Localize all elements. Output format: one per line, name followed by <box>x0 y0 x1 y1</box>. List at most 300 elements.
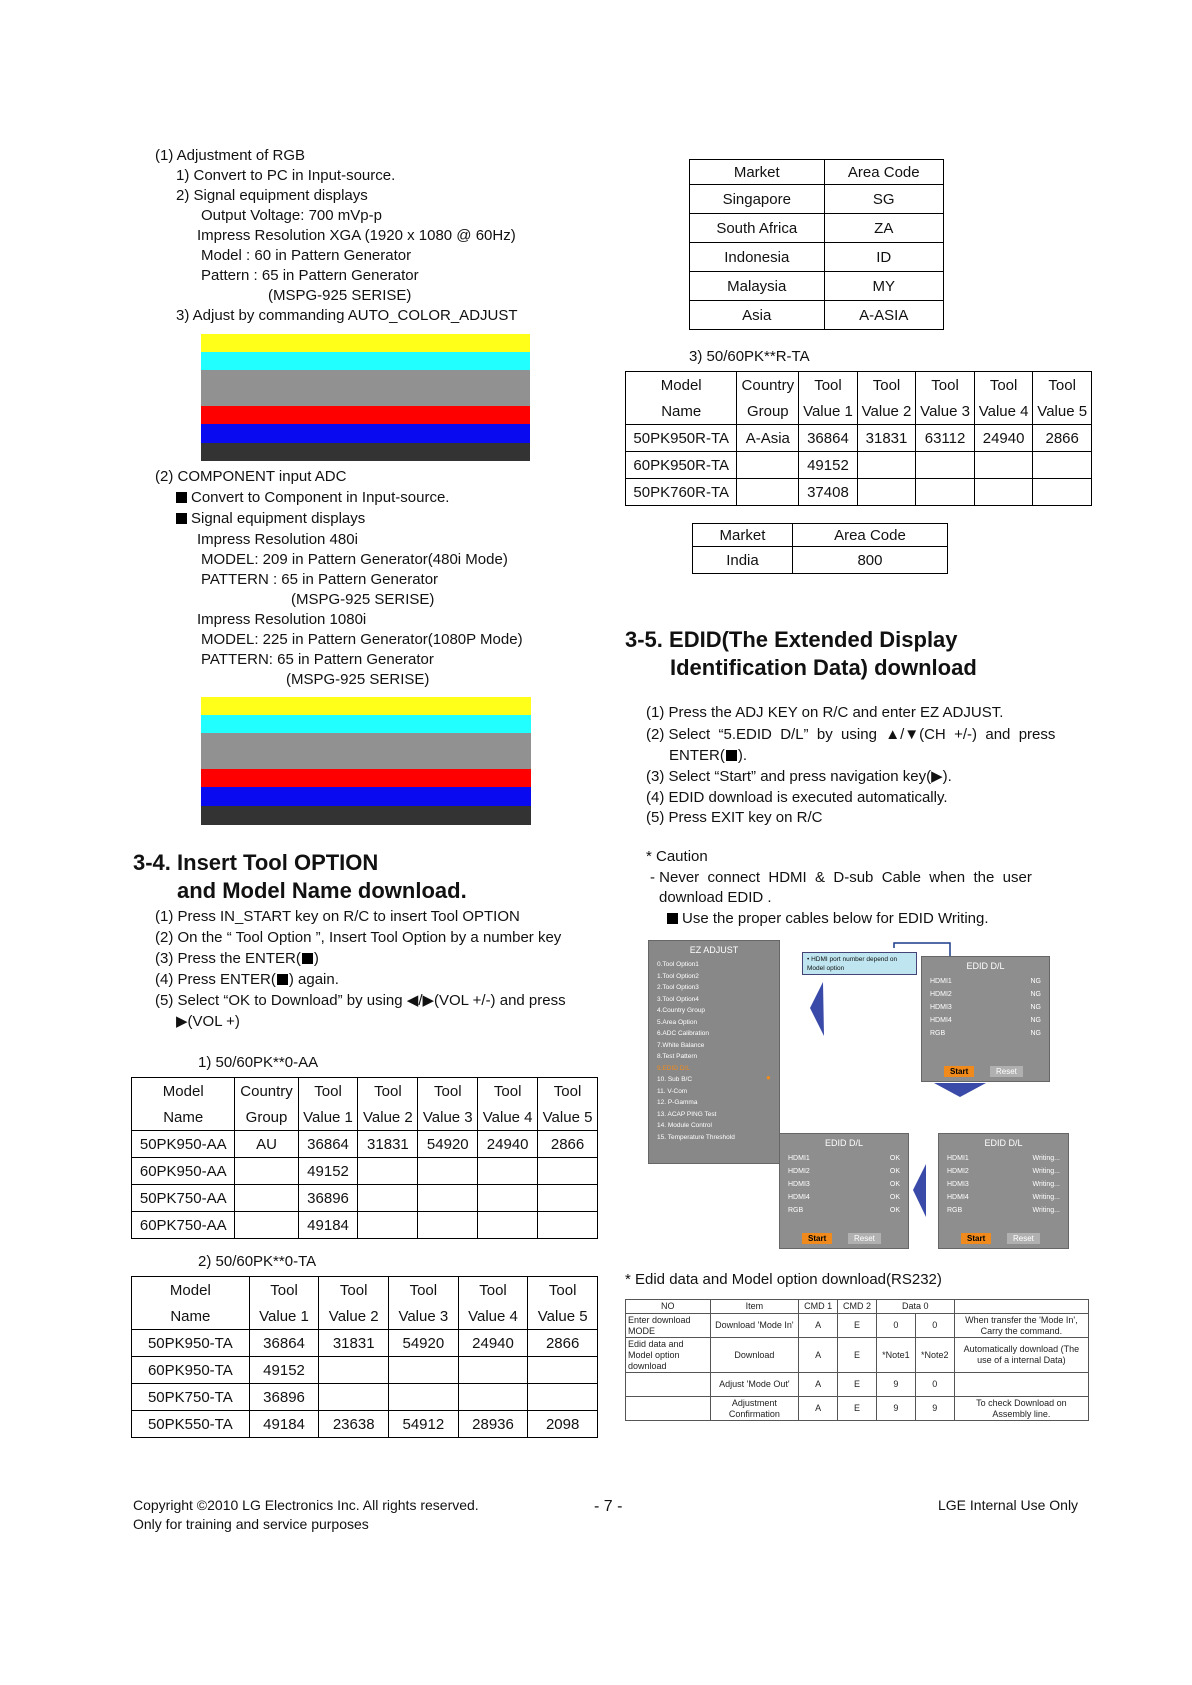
table-cell: Edid data and Model option download <box>626 1338 711 1373</box>
table-cell: ZA <box>824 214 943 243</box>
table-cell: Value 4 <box>478 1104 538 1131</box>
table-cell: 24940 <box>974 425 1033 452</box>
caution-line-2: download EDID . <box>659 889 772 906</box>
table-cell: AU <box>235 1131 298 1158</box>
port-label: HDMI3 <box>947 1181 969 1188</box>
table-cell <box>737 452 799 479</box>
caution-line-1: - Never connect HDMI & D-sub Cable when the user <box>650 869 1032 886</box>
rgb-resolution: Impress Resolution XGA (1920 x 1080 @ 60Hz) <box>197 227 516 244</box>
ez-menu-item[interactable]: 2.Tool Option3 <box>657 984 699 991</box>
table-cell: 60PK950-TA <box>132 1357 250 1384</box>
table-header-row <box>626 1300 1089 1314</box>
table-cell <box>418 1158 478 1185</box>
table-cell: 36864 <box>249 1330 319 1357</box>
s34-step-4: (4) Press ENTER( ) again. <box>155 971 339 988</box>
tool-option-table-rta <box>625 371 1092 506</box>
table-cell: Value 1 <box>249 1303 319 1330</box>
table-cell: 37408 <box>799 479 858 506</box>
table-row <box>626 1338 1089 1373</box>
table-header-row <box>626 372 1092 399</box>
table-cell <box>478 1185 538 1212</box>
table-cell: CMD 1 <box>799 1300 838 1314</box>
enter-square-icon <box>277 974 288 985</box>
port-label: RGB <box>947 1207 963 1214</box>
port-label: HDMI1 <box>930 978 952 985</box>
table-cell: Model <box>132 1277 250 1304</box>
edid-dl-title: EDID D/L <box>984 1138 1023 1148</box>
table-cell: A <box>799 1338 838 1373</box>
table-cell <box>418 1185 478 1212</box>
table-row <box>626 452 1092 479</box>
table-2-caption: 2) 50/60PK**0-TA <box>198 1253 317 1270</box>
rgb-generator: (MSPG-925 SERISE) <box>268 287 412 304</box>
table-cell: E <box>838 1314 877 1338</box>
table-cell: Market <box>693 524 793 547</box>
table-cell: CMD 2 <box>838 1300 877 1314</box>
table-row <box>132 1185 598 1212</box>
table-cell: 31831 <box>319 1330 389 1357</box>
port-status: Writing... <box>1032 1155 1060 1162</box>
table-cell: 2866 <box>538 1131 598 1158</box>
table-row <box>132 1357 598 1384</box>
table-header-row <box>132 1078 598 1105</box>
table-cell: E <box>838 1338 877 1373</box>
s34-step-3: (3) Press the ENTER( ) <box>155 950 319 967</box>
reset-button[interactable]: Reset <box>848 1233 881 1244</box>
table-cell: Tool <box>298 1078 358 1105</box>
port-status: NG <box>1030 1017 1041 1024</box>
caution-title: * Caution <box>646 848 708 865</box>
s35-step-2b: ENTER( ). <box>669 747 748 764</box>
port-status: OK <box>889 1207 900 1214</box>
table-cell: South Africa <box>690 214 825 243</box>
table-row <box>690 214 944 243</box>
table-cell <box>1033 452 1092 479</box>
port-status: Writing... <box>1032 1207 1060 1214</box>
table-cell: Adjustment Confirmation <box>710 1397 799 1421</box>
right-arrow-1-icon <box>810 982 824 1036</box>
table-cell: 50PK750-AA <box>132 1185 235 1212</box>
component-title: (2) COMPONENT input ADC <box>155 468 347 485</box>
table-cell: Data 0 <box>876 1300 954 1314</box>
edid-port-row <box>780 1152 908 1165</box>
table-cell: Enter download MODE <box>626 1314 711 1338</box>
rgb-pattern: Pattern : 65 in Pattern Generator <box>201 267 419 284</box>
component-1080i-pattern: PATTERN: 65 in Pattern Generator <box>201 651 434 668</box>
port-status: Writing... <box>1032 1181 1060 1188</box>
table-cell: Value 3 <box>916 398 975 425</box>
table-row <box>626 1397 1089 1421</box>
table-row <box>132 1330 598 1357</box>
table-cell: Tool <box>358 1078 418 1105</box>
table-cell: A-ASIA <box>824 301 943 330</box>
tool-option-table-aa <box>131 1077 598 1239</box>
caution-line-3: Use the proper cables below for EDID Writing. <box>667 910 989 928</box>
table-row <box>132 1158 598 1185</box>
table-cell <box>1033 479 1092 506</box>
table-row <box>690 185 944 214</box>
ez-menu-item[interactable]: 3.Tool Option4 <box>657 995 699 1003</box>
start-button[interactable]: Start <box>802 1233 832 1244</box>
component-480i-generator: (MSPG-925 SERISE) <box>291 591 435 608</box>
ez-menu-item[interactable]: 1.Tool Option2 <box>657 972 699 980</box>
table-cell <box>358 1158 418 1185</box>
ez-menu-item[interactable]: 4.Country Group <box>657 1007 706 1014</box>
ez-menu-item[interactable]: 8.Test Pattern <box>657 1053 698 1060</box>
dark-bar <box>201 443 530 461</box>
table-cell: 54920 <box>418 1131 478 1158</box>
edid-port-row <box>939 1165 1068 1178</box>
table-cell: *Note2 <box>915 1338 954 1373</box>
dark-bar <box>201 806 531 825</box>
table-cell: *Note1 <box>876 1338 915 1373</box>
edid-dl-panel-ng <box>921 956 1050 1082</box>
component-color-bars <box>201 697 531 825</box>
port-status: NG <box>1030 978 1041 985</box>
edid-port-row <box>780 1165 908 1178</box>
table-cell: Value 3 <box>418 1104 478 1131</box>
table-cell: 54912 <box>389 1411 459 1438</box>
port-status: OK <box>889 1155 900 1162</box>
table-cell: Country <box>737 372 799 399</box>
table-cell: Model <box>626 372 737 399</box>
table-cell: Indonesia <box>690 243 825 272</box>
table-cell: Market <box>690 160 825 185</box>
table-cell: 63112 <box>916 425 975 452</box>
table-cell: 50PK950-AA <box>132 1131 235 1158</box>
table-row <box>132 1411 598 1438</box>
red-bar <box>201 769 531 787</box>
component-1080i-model: MODEL: 225 in Pattern Generator(1080P Mode) <box>201 631 523 648</box>
table-cell: Tool <box>528 1277 598 1304</box>
table-cell <box>389 1357 459 1384</box>
table-cell <box>235 1212 298 1239</box>
table-cell: Value 5 <box>1033 398 1092 425</box>
port-status: OK <box>889 1168 900 1175</box>
table-cell <box>389 1384 459 1411</box>
table-cell <box>737 479 799 506</box>
table-cell: 60PK750-AA <box>132 1212 235 1239</box>
table-row <box>626 425 1092 452</box>
cyan-bar <box>201 715 531 733</box>
table-cell: 2866 <box>528 1330 598 1357</box>
table-cell: Download <box>710 1338 799 1373</box>
hdmi-note: • HDMI port number depend on Model option <box>802 952 917 975</box>
port-status: NG <box>1030 1030 1041 1037</box>
s34-step-1: (1) Press IN_START key on R/C to insert Tool OPTION <box>155 908 520 925</box>
table-cell <box>358 1185 418 1212</box>
bullet-square-icon <box>176 513 187 524</box>
table-cell: 9 <box>876 1397 915 1421</box>
tool-option-table-ta <box>131 1276 598 1438</box>
port-label: HDMI4 <box>947 1194 969 1201</box>
table-header-row <box>626 398 1092 425</box>
table-cell: Area Code <box>792 524 947 547</box>
table-cell: Value 4 <box>974 398 1033 425</box>
edid-port-row <box>939 1191 1068 1204</box>
ez-menu-item[interactable]: 6.ADC Calibration <box>657 1030 710 1037</box>
table-cell: 36896 <box>298 1185 358 1212</box>
table-1-caption: 1) 50/60PK**0-AA <box>198 1054 319 1071</box>
table-cell: 49184 <box>249 1411 319 1438</box>
component-bullet-1: Convert to Component in Input-source. <box>176 489 449 507</box>
table-cell <box>319 1357 389 1384</box>
table-cell <box>235 1185 298 1212</box>
table-row <box>690 243 944 272</box>
table-cell <box>538 1212 598 1239</box>
table-header-row <box>693 524 948 547</box>
port-label: HDMI4 <box>788 1194 810 1201</box>
s35-step-4: (4) EDID download is executed automatically. <box>646 789 948 806</box>
s35-step-5: (5) Press EXIT key on R/C <box>646 809 823 826</box>
table-cell: 9 <box>915 1397 954 1421</box>
table-cell <box>458 1384 528 1411</box>
table-cell <box>916 452 975 479</box>
port-status: Writing... <box>1032 1194 1060 1201</box>
table-cell: 800 <box>792 547 947 574</box>
table-cell: Value 4 <box>458 1303 528 1330</box>
edid-port-row <box>780 1178 908 1191</box>
table-cell <box>857 452 916 479</box>
s35-step-3: (3) Select “Start” and press navigation key(▶). <box>646 768 952 785</box>
table-cell <box>528 1384 598 1411</box>
table-cell: 36896 <box>249 1384 319 1411</box>
table-cell: 31831 <box>358 1131 418 1158</box>
rgb-step-2: 2) Signal equipment displays <box>176 187 368 204</box>
table-cell <box>626 1397 711 1421</box>
ez-menu-item[interactable]: 13. ACAP PING Test <box>657 1110 717 1118</box>
footer-training: Only for training and service purposes <box>133 1516 369 1532</box>
port-label: HDMI2 <box>788 1168 810 1175</box>
table-cell: 49152 <box>249 1357 319 1384</box>
edid-port-row <box>922 1014 1049 1027</box>
table-cell: Value 3 <box>389 1303 459 1330</box>
component-1080i: Impress Resolution 1080i <box>197 611 367 628</box>
ez-menu-item[interactable]: 9.EDID D/L <box>657 1064 690 1072</box>
edid-port-row <box>922 1001 1049 1014</box>
table-cell <box>626 1373 711 1397</box>
table-cell: Asia <box>690 301 825 330</box>
table-cell: 50PK950-TA <box>132 1330 250 1357</box>
table-header-row <box>690 160 944 185</box>
table-cell: Singapore <box>690 185 825 214</box>
table-cell: Tool <box>458 1277 528 1304</box>
table-cell <box>857 479 916 506</box>
gray-bar <box>201 370 530 406</box>
blue-bar <box>201 424 530 443</box>
rgb-model: Model : 60 in Pattern Generator <box>201 247 412 264</box>
s35-step-1: (1) Press the ADJ KEY on R/C and enter EZ ADJUST. <box>646 704 1004 721</box>
table-cell: 50PK760R-TA <box>626 479 737 506</box>
table-cell: Download 'Mode In' <box>710 1314 799 1338</box>
table-cell: 24940 <box>458 1330 528 1357</box>
table-cell: A-Asia <box>737 425 799 452</box>
edid-dl-title: EDID D/L <box>824 1138 863 1148</box>
table-cell: 2098 <box>528 1411 598 1438</box>
ez-menu-item[interactable]: 5.Area Option <box>657 1018 698 1026</box>
port-status: Writing... <box>1032 1168 1060 1175</box>
reset-button[interactable]: Reset <box>1007 1233 1040 1244</box>
component-480i-pattern: PATTERN : 65 in Pattern Generator <box>201 571 439 588</box>
table-cell: Malaysia <box>690 272 825 301</box>
bullet-square-icon <box>176 492 187 503</box>
table-cell: 54920 <box>389 1330 459 1357</box>
rgb-title: (1) Adjustment of RGB <box>155 147 306 164</box>
table-cell: 28936 <box>458 1411 528 1438</box>
table-cell: Value 5 <box>528 1303 598 1330</box>
port-status: NG <box>1030 1004 1041 1011</box>
table-cell: 0 <box>915 1373 954 1397</box>
ez-menu-item[interactable]: 15. Temperature Threshold <box>657 1133 735 1141</box>
edid-port-row <box>939 1204 1068 1217</box>
gray-bar <box>201 733 531 769</box>
reset-button[interactable]: Reset <box>990 1066 1023 1077</box>
rgb-step-1: 1) Convert to PC in Input-source. <box>176 167 396 184</box>
table-row <box>690 301 944 330</box>
market-table-1 <box>689 159 944 330</box>
component-1080i-generator: (MSPG-925 SERISE) <box>286 671 430 688</box>
cyan-bar <box>201 352 530 370</box>
table-cell: Tool <box>319 1277 389 1304</box>
table-cell: Value 1 <box>298 1104 358 1131</box>
table-cell <box>478 1212 538 1239</box>
edid-screenshot <box>648 940 1070 1250</box>
section-3-4-heading-2: and Model Name download. <box>177 878 467 903</box>
table-cell: 0 <box>915 1314 954 1338</box>
port-status: OK <box>889 1181 900 1188</box>
ez-menu-item[interactable]: 14. Module Control <box>657 1122 712 1129</box>
table-cell: 49152 <box>298 1158 358 1185</box>
table-header-row <box>132 1303 598 1330</box>
table-row <box>132 1131 598 1158</box>
rs232-table <box>625 1299 1089 1421</box>
footer-copyright: Copyright ©2010 LG Electronics Inc. All rights reserved. <box>133 1497 479 1513</box>
table-cell: 49152 <box>799 452 858 479</box>
table-cell: 24940 <box>478 1131 538 1158</box>
table-cell: 36864 <box>799 425 858 452</box>
component-480i-model: MODEL: 209 in Pattern Generator(480i Mode) <box>201 551 508 568</box>
table-cell: 9 <box>876 1373 915 1397</box>
down-arrow-icon <box>934 1083 986 1097</box>
table-cell <box>974 479 1033 506</box>
component-480i: Impress Resolution 480i <box>197 531 358 548</box>
table-cell: Value 5 <box>538 1104 598 1131</box>
table-cell: Tool <box>538 1078 598 1105</box>
table-cell: Tool <box>389 1277 459 1304</box>
table-row <box>626 479 1092 506</box>
port-label: HDMI1 <box>947 1155 969 1162</box>
table-cell: Value 2 <box>319 1303 389 1330</box>
ez-menu-item[interactable]: 10. Sub B/C <box>657 1076 693 1083</box>
s34-step-5b: ▶(VOL +) <box>176 1013 240 1030</box>
table-cell: Name <box>132 1303 250 1330</box>
table-cell: Group <box>235 1104 298 1131</box>
table-cell <box>319 1384 389 1411</box>
edid-port-row <box>922 988 1049 1001</box>
table-cell: NO <box>626 1300 711 1314</box>
table-cell: 36864 <box>298 1131 358 1158</box>
port-status: NG <box>1030 991 1041 998</box>
table-cell: Value 2 <box>857 398 916 425</box>
table-row <box>690 272 944 301</box>
ez-menu-item[interactable]: 11. V-Com <box>657 1087 688 1095</box>
table-cell <box>358 1212 418 1239</box>
table-cell: Adjust 'Mode Out' <box>710 1373 799 1397</box>
table-cell: Automatically download (The use of a internal Data) <box>954 1338 1088 1373</box>
table-cell: MY <box>824 272 943 301</box>
table-cell: 60PK950R-TA <box>626 452 737 479</box>
table-cell: Model <box>132 1078 235 1105</box>
table-row <box>132 1212 598 1239</box>
table-cell: 50PK950R-TA <box>626 425 737 452</box>
ez-menu-item[interactable]: 7.White Balance <box>657 1041 705 1049</box>
start-button[interactable]: Start <box>944 1066 974 1077</box>
rs232-caption: * Edid data and Model option download(RS232) <box>625 1271 942 1288</box>
table-cell: SG <box>824 185 943 214</box>
table-cell: When transfer the 'Mode In', Carry the command. <box>954 1314 1088 1338</box>
port-label: HDMI3 <box>930 1004 952 1011</box>
table-cell <box>954 1373 1088 1397</box>
table-cell <box>974 452 1033 479</box>
edid-port-row <box>939 1178 1068 1191</box>
edid-dl-panel-writing <box>938 1133 1069 1249</box>
port-label: HDMI3 <box>788 1181 810 1188</box>
table-header-row <box>132 1104 598 1131</box>
edid-port-row <box>922 1027 1049 1040</box>
section-3-4-heading: 3-4. Insert Tool OPTION <box>133 850 379 875</box>
table-cell: 2866 <box>1033 425 1092 452</box>
ez-adjust-title: EZ ADJUST <box>689 945 739 955</box>
bullet-square-icon <box>667 913 678 924</box>
edid-dl-panel-ok <box>779 1133 909 1249</box>
table-cell: A <box>799 1314 838 1338</box>
table-cell <box>528 1357 598 1384</box>
table-cell: Tool <box>418 1078 478 1105</box>
table-cell <box>458 1357 528 1384</box>
table-header-row <box>132 1277 598 1304</box>
edid-dl-title: EDID D/L <box>966 961 1005 971</box>
table-cell: 31831 <box>857 425 916 452</box>
table-cell: Value 2 <box>358 1104 418 1131</box>
table-cell: E <box>838 1373 877 1397</box>
section-3-5-heading: 3-5. EDID(The Extended Display <box>625 627 958 652</box>
table-cell: Item <box>710 1300 799 1314</box>
table-cell <box>235 1158 298 1185</box>
port-label: HDMI4 <box>930 1017 952 1024</box>
ez-menu-item[interactable]: 0.Tool Option1 <box>657 961 699 968</box>
selected-dot-icon: ● <box>766 1073 771 1082</box>
table-row <box>626 1314 1089 1338</box>
edid-port-row <box>780 1204 908 1217</box>
red-bar <box>201 406 530 424</box>
enter-square-icon <box>726 750 737 761</box>
s35-step-2: (2) Select “5.EDID D/L” by using ▲/▼(CH +/-) and press <box>646 726 1056 743</box>
s34-step-2: (2) On the “ Tool Option ”, Insert Tool Option by a number key <box>155 929 562 946</box>
table-cell: A <box>799 1397 838 1421</box>
rgb-output-voltage: Output Voltage: 700 mVp-p <box>201 207 382 224</box>
table-cell: A <box>799 1373 838 1397</box>
ez-menu-item[interactable]: 12. P-Gamma <box>657 1099 698 1106</box>
table-cell: Name <box>626 398 737 425</box>
s34-step-5: (5) Select “OK to Download” by using ◀/▶(VOL +/-) and press <box>155 992 566 1009</box>
left-arrow-icon <box>913 1164 926 1217</box>
start-button[interactable]: Start <box>961 1233 991 1244</box>
table-cell: Tool <box>478 1078 538 1105</box>
table-cell: India <box>693 547 793 574</box>
port-label: HDMI1 <box>788 1155 810 1162</box>
table-cell <box>916 479 975 506</box>
table-cell: Tool <box>799 372 858 399</box>
